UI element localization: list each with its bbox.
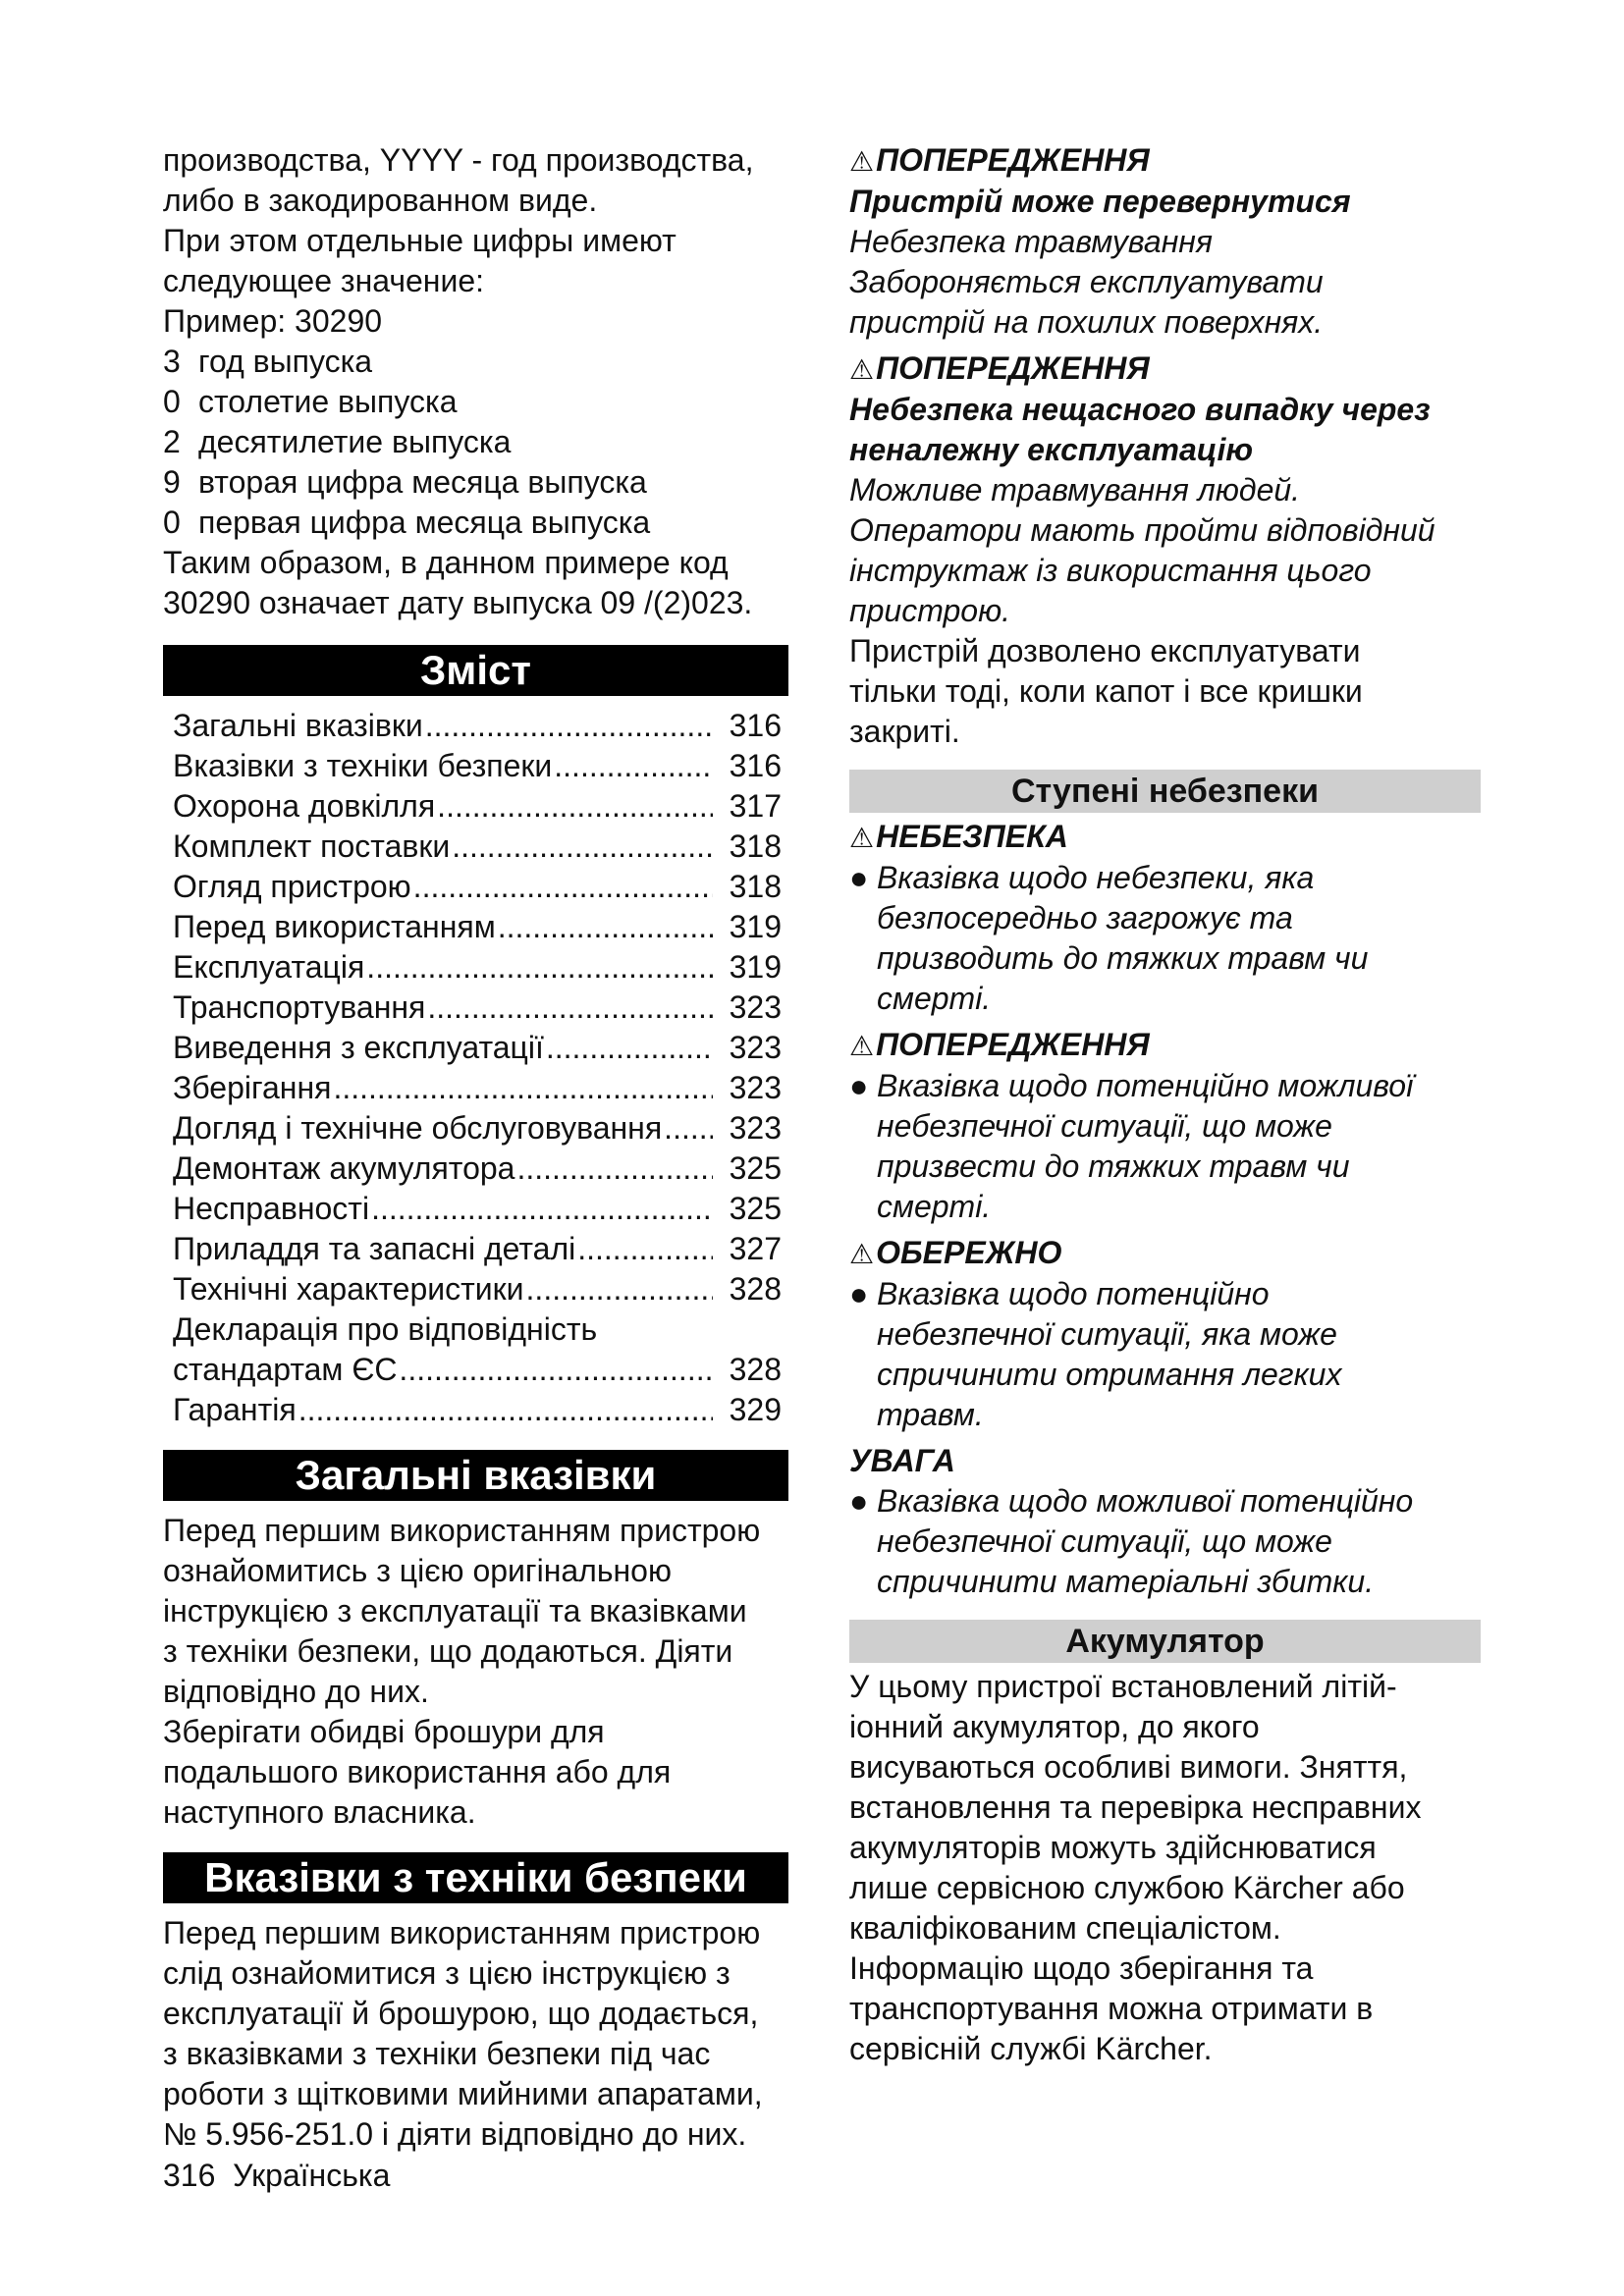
safety-line: з вказівками з техніки безпеки під час bbox=[163, 2036, 711, 2071]
toc-leader bbox=[298, 1390, 713, 1430]
intro-line: Таким образом, в данном примере код bbox=[163, 545, 729, 580]
toc-entry[interactable] bbox=[173, 1189, 782, 1229]
toc-leader bbox=[516, 1148, 713, 1189]
toc-entry[interactable] bbox=[173, 746, 782, 786]
toc-page: 323 bbox=[729, 1110, 782, 1146]
caution-bullet bbox=[849, 1274, 1481, 1435]
code-digit: 0 bbox=[163, 505, 181, 540]
warning-icon: ⚠ bbox=[849, 1239, 875, 1269]
toc-leader bbox=[546, 1028, 713, 1068]
safety-line: № 5.956-251.0 і діяти відповідно до них. bbox=[163, 2116, 747, 2152]
toc-entry[interactable] bbox=[173, 1148, 782, 1189]
code-text: первая цифра месяца выпуска bbox=[198, 505, 651, 540]
bullet-line: Вказівка щодо небезпеки, яка bbox=[877, 860, 1315, 895]
bullet-icon: ● bbox=[849, 1276, 869, 1311]
battery-heading: Акумулятор bbox=[849, 1620, 1481, 1663]
toc-page: 328 bbox=[729, 1352, 782, 1387]
toc-leader bbox=[413, 867, 713, 907]
danger-label-text: НЕБЕЗПЕКА bbox=[876, 819, 1068, 854]
bullet-line: безпосередньо загрожує та bbox=[877, 900, 1293, 935]
toc-entry[interactable] bbox=[173, 1108, 782, 1148]
toc-page: 323 bbox=[729, 1070, 782, 1105]
bullet-line: небезпечної ситуації, яка може bbox=[877, 1316, 1337, 1352]
code-item bbox=[163, 342, 788, 382]
bullet-line: небезпечної ситуації, що може bbox=[877, 1108, 1332, 1144]
toc-page: 325 bbox=[729, 1191, 782, 1226]
code-text: вторая цифра месяца выпуска bbox=[198, 464, 647, 500]
toc-leader bbox=[498, 907, 713, 947]
page-number: 316 bbox=[163, 2158, 216, 2193]
code-text: год выпуска bbox=[198, 344, 373, 379]
right-column bbox=[849, 140, 1481, 2069]
toc-leader bbox=[452, 827, 713, 867]
toc-title: Демонтаж акумулятора bbox=[173, 1150, 515, 1186]
toc-entry[interactable] bbox=[173, 947, 782, 988]
battery-line: Інформацію щодо зберігання та bbox=[849, 1950, 1314, 1986]
battery-line: лише сервісною службою Kärcher або bbox=[849, 1870, 1405, 1905]
general-line: ознайомитись з цією оригінальною bbox=[163, 1553, 672, 1588]
contents-heading: Зміст bbox=[163, 645, 788, 696]
warning-line: Оператори мають пройти відповідний bbox=[849, 512, 1435, 548]
warning-line: Забороняється експлуатувати bbox=[849, 264, 1324, 299]
toc-page: 323 bbox=[729, 1030, 782, 1065]
safety-line: Перед першим використанням пристрою bbox=[163, 1915, 761, 1950]
general-line: наступного власника. bbox=[163, 1794, 476, 1830]
general-heading: Загальні вказівки bbox=[163, 1450, 788, 1501]
left-column bbox=[163, 140, 788, 2155]
toc-leader bbox=[437, 786, 713, 827]
warning-title: Небезпека нещасного випадку через bbox=[849, 392, 1431, 427]
toc-title: Огляд пристрою bbox=[173, 869, 411, 904]
bullet-icon: ● bbox=[849, 1483, 869, 1519]
toc-page: 316 bbox=[729, 748, 782, 783]
danger-label bbox=[849, 817, 1481, 858]
warning-level-label bbox=[849, 1025, 1481, 1066]
attention-bullet bbox=[849, 1481, 1481, 1602]
page-footer bbox=[163, 2156, 390, 2196]
toc-title: Транспортування bbox=[173, 989, 426, 1025]
toc-entry[interactable] bbox=[173, 827, 782, 867]
toc-title: Загальні вказівки bbox=[173, 708, 423, 743]
toc-page: 325 bbox=[729, 1150, 782, 1186]
toc-entry[interactable] bbox=[173, 988, 782, 1028]
toc-title: Догляд і технічне обслуговування bbox=[173, 1110, 663, 1146]
caution-label bbox=[849, 1233, 1481, 1274]
toc-page: 316 bbox=[729, 708, 782, 743]
general-line: Перед першим використанням пристрою bbox=[163, 1513, 761, 1548]
toc-title: Перед використанням bbox=[173, 909, 496, 944]
toc-entry-multiline-first[interactable]: Декларація про відповідність bbox=[173, 1311, 598, 1347]
bullet-line: призвести до тяжких травм чи bbox=[877, 1148, 1350, 1184]
warning-line: Можливе травмування людей. bbox=[849, 472, 1301, 507]
toc-page: 318 bbox=[729, 869, 782, 904]
bullet-line: небезпечної ситуації, що може bbox=[877, 1523, 1332, 1559]
toc-leader bbox=[427, 988, 713, 1028]
toc-leader bbox=[577, 1229, 713, 1269]
warning-line: Небезпека травмування bbox=[849, 224, 1213, 259]
bullet-line: призводить до тяжких травм чи bbox=[877, 940, 1369, 976]
bullet-line: спричинити отримання легких bbox=[877, 1357, 1342, 1392]
toc-title: Виведення з експлуатації bbox=[173, 1030, 544, 1065]
warning-line: інструктаж із використання цього bbox=[849, 553, 1372, 588]
code-text: десятилетие выпуска bbox=[198, 424, 512, 459]
warning-bullet bbox=[849, 1066, 1481, 1227]
toc-title: Зберігання bbox=[173, 1070, 332, 1105]
toc-title: Гарантія bbox=[173, 1392, 297, 1427]
warning-icon: ⚠ bbox=[849, 823, 875, 853]
toc-leader bbox=[554, 746, 713, 786]
warning-line: пристрою. bbox=[849, 593, 1011, 628]
toc-leader bbox=[333, 1068, 713, 1108]
general-line: відповідно до них. bbox=[163, 1674, 429, 1709]
intro-line: производства, YYYY - год производства, bbox=[163, 142, 754, 178]
bullet-icon: ● bbox=[849, 860, 869, 895]
bullet-icon: ● bbox=[849, 1068, 869, 1103]
warning-icon: ⚠ bbox=[849, 146, 875, 177]
battery-line: встановлення та перевірка несправних bbox=[849, 1789, 1422, 1825]
toc-page: 323 bbox=[729, 989, 782, 1025]
toc-title: стандартам ЄС bbox=[173, 1352, 398, 1387]
body-line: закриті. bbox=[849, 714, 960, 749]
battery-line: висуваються особливі вимоги. Зняття, bbox=[849, 1749, 1408, 1785]
toc-leader bbox=[526, 1269, 713, 1309]
body-line: Пристрій дозволено експлуатувати bbox=[849, 633, 1361, 668]
hazard-levels-heading: Ступені небезпеки bbox=[849, 770, 1481, 813]
code-digit: 0 bbox=[163, 384, 181, 419]
toc-entry[interactable] bbox=[173, 1390, 782, 1430]
general-line: з техніки безпеки, що додаються. Діяти bbox=[163, 1633, 733, 1669]
bullet-line: смерті. bbox=[877, 1189, 992, 1224]
toc-entry[interactable] bbox=[173, 706, 782, 746]
toc-page: 319 bbox=[729, 949, 782, 985]
battery-line: іонний акумулятор, до якого bbox=[849, 1709, 1260, 1744]
bullet-line: спричинити матеріальні збитки. bbox=[877, 1564, 1375, 1599]
toc-page: 329 bbox=[729, 1392, 782, 1427]
table-of-contents bbox=[173, 706, 782, 1430]
warning-icon: ⚠ bbox=[849, 354, 875, 385]
toc-entry[interactable] bbox=[173, 786, 782, 827]
toc-title: Охорона довкілля bbox=[173, 788, 436, 824]
attention-label: УВАГА bbox=[849, 1443, 955, 1478]
intro-line: Пример: 30290 bbox=[163, 303, 383, 339]
bullet-line: смерті. bbox=[877, 981, 992, 1016]
code-text: столетие выпуска bbox=[198, 384, 458, 419]
toc-title: Вказівки з техніки безпеки bbox=[173, 748, 553, 783]
warning-line: пристрій на похилих поверхнях. bbox=[849, 304, 1324, 340]
safety-line: роботи з щітковими мийними апаратами, bbox=[163, 2076, 763, 2111]
footer-language: Українська bbox=[233, 2158, 391, 2193]
bullet-line: травм. bbox=[877, 1397, 984, 1432]
toc-leader bbox=[366, 947, 713, 988]
code-digit: 3 bbox=[163, 344, 181, 379]
toc-page: 317 bbox=[729, 788, 782, 824]
warning-title: Пристрій може перевернутися bbox=[849, 184, 1351, 219]
toc-entry[interactable] bbox=[173, 1068, 782, 1108]
battery-line: транспортування можна отримати в bbox=[849, 1991, 1374, 2026]
bullet-line: Вказівка щодо потенційно можливої bbox=[877, 1068, 1414, 1103]
safety-line: експлуатації й брошурою, що додається, bbox=[163, 1996, 759, 2031]
toc-page: 318 bbox=[729, 828, 782, 864]
toc-page: 328 bbox=[729, 1271, 782, 1307]
warning-label bbox=[849, 348, 1481, 390]
toc-leader bbox=[425, 706, 713, 746]
battery-line: кваліфікованим спеціалістом. bbox=[849, 1910, 1281, 1946]
intro-line: либо в закодированном виде. bbox=[163, 183, 598, 218]
toc-page: 319 bbox=[729, 909, 782, 944]
battery-line: У цьому пристрої встановлений літій- bbox=[849, 1669, 1397, 1704]
safety-line: слід ознайомитися з цією інструкцією з bbox=[163, 1955, 731, 1991]
toc-leader bbox=[664, 1108, 713, 1148]
warning-label bbox=[849, 140, 1481, 182]
body-line: тільки тоді, коли капот і все кришки bbox=[849, 673, 1363, 709]
warning-title: неналежну експлуатацію bbox=[849, 432, 1253, 467]
toc-entry[interactable] bbox=[173, 1269, 782, 1309]
general-line: інструкцією з експлуатації та вказівками bbox=[163, 1593, 747, 1629]
code-digit: 2 bbox=[163, 424, 181, 459]
toc-title: Несправності bbox=[173, 1191, 370, 1226]
danger-bullet bbox=[849, 858, 1481, 1019]
toc-title: Технічні характеристики bbox=[173, 1271, 524, 1307]
toc-title: Комплект поставки bbox=[173, 828, 451, 864]
toc-entry[interactable] bbox=[173, 1229, 782, 1269]
general-line: подальшого використання або для bbox=[163, 1754, 672, 1789]
toc-entry[interactable] bbox=[173, 867, 782, 907]
code-digit: 9 bbox=[163, 464, 181, 500]
warning-icon: ⚠ bbox=[849, 1031, 875, 1061]
caution-label-text: ОБЕРЕЖНО bbox=[876, 1235, 1062, 1270]
code-item bbox=[163, 462, 788, 503]
battery-line: акумуляторів можуть здійснюватися bbox=[849, 1830, 1377, 1865]
battery-line: сервісній службі Kärcher. bbox=[849, 2031, 1213, 2066]
toc-leader bbox=[399, 1350, 713, 1390]
code-item bbox=[163, 503, 788, 543]
toc-title: Експлуатація bbox=[173, 949, 365, 985]
safety-heading: Вказівки з техніки безпеки bbox=[163, 1852, 788, 1903]
bullet-line: Вказівка щодо потенційно bbox=[877, 1276, 1270, 1311]
toc-entry[interactable] bbox=[173, 1028, 782, 1068]
intro-line: При этом отдельные цифры имеют bbox=[163, 223, 677, 258]
intro-line: следующее значение: bbox=[163, 263, 485, 298]
warning-level-label-text: ПОПЕРЕДЖЕННЯ bbox=[876, 1027, 1150, 1062]
intro-line: 30290 означает дату выпуска 09 /(2)023. bbox=[163, 585, 753, 620]
toc-page: 327 bbox=[729, 1231, 782, 1266]
general-line: Зберігати обидві брошури для bbox=[163, 1714, 605, 1749]
warning-label-text: ПОПЕРЕДЖЕННЯ bbox=[876, 142, 1150, 178]
toc-entry[interactable] bbox=[173, 1350, 782, 1390]
code-item bbox=[163, 382, 788, 422]
bullet-line: Вказівка щодо можливої потенційно bbox=[877, 1483, 1414, 1519]
toc-entry[interactable] bbox=[173, 907, 782, 947]
warning-label-text: ПОПЕРЕДЖЕННЯ bbox=[876, 350, 1150, 386]
code-item bbox=[163, 422, 788, 462]
toc-title: Приладдя та запасні деталі bbox=[173, 1231, 576, 1266]
toc-leader bbox=[371, 1189, 713, 1229]
